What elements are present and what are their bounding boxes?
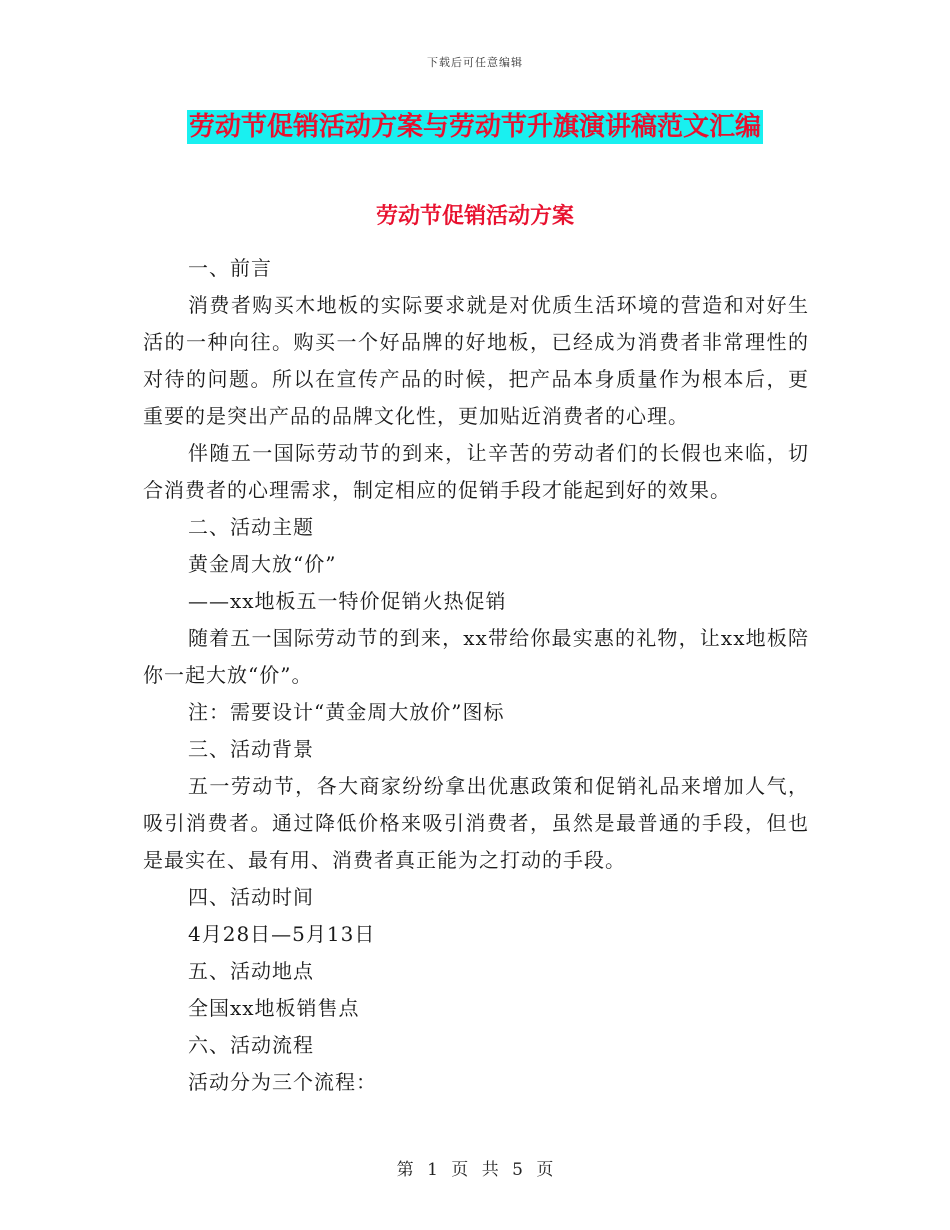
document-body bbox=[143, 250, 809, 1101]
paragraph-heading-location: 五、活动地点 bbox=[188, 959, 314, 983]
header-note: 下载后可任意编辑 bbox=[427, 56, 523, 69]
document-title: 劳动节促销活动方案与劳动节升旗演讲稿范文汇编 bbox=[188, 112, 761, 142]
page-number-footer: 第 1 页 共 5 页 bbox=[396, 1160, 554, 1180]
paragraph: ——xx地板五一特价促销火热促销 bbox=[188, 589, 507, 613]
paragraph-heading-theme: 二、活动主题 bbox=[188, 515, 314, 539]
document-title-wrap bbox=[0, 110, 950, 144]
paragraph-heading-process: 六、活动流程 bbox=[188, 1033, 314, 1057]
paragraph-note: 注：需要设计“黄金周大放价”图标 bbox=[188, 700, 505, 724]
paragraph: 黄金周大放“价” bbox=[188, 552, 337, 576]
paragraph: 消费者购买木地板的实际要求就是对优质生活环境的营造和对好生活的一种向往。购买一个好品牌的好地板，已经成为消费者非常理性的对待的问题。所以在宣传产品的时候，把产品本身质量作为根本后，更重要的是突出产品的品牌文化性，更加贴近消费者的心理。 bbox=[143, 293, 809, 428]
paragraph-heading-preface: 一、前言 bbox=[188, 256, 272, 280]
paragraph-date-range: 4月28日—5月13日 bbox=[188, 922, 376, 946]
section-title: 劳动节促销活动方案 bbox=[375, 203, 574, 229]
paragraph: 五一劳动节，各大商家纷纷拿出优惠政策和促销礼品来增加人气，吸引消费者。通过降低价格来吸引消费者，虽然是最普通的手段，但也是最实在、最有用、消费者真正能为之打动的手段。 bbox=[143, 774, 809, 872]
paragraph-location: 全国xx地板销售点 bbox=[188, 996, 360, 1020]
paragraph-heading-background: 三、活动背景 bbox=[188, 737, 314, 761]
paragraph: 随着五一国际劳动节的到来，xx带给你最实惠的礼物，让xx地板陪你一起大放“价”。 bbox=[143, 626, 809, 687]
paragraph-heading-time: 四、活动时间 bbox=[188, 885, 314, 909]
paragraph: 伴随五一国际劳动节的到来，让辛苦的劳动者们的长假也来临，切合消费者的心理需求，制定相应的促销手段才能起到好的效果。 bbox=[143, 441, 809, 502]
paragraph: 活动分为三个流程： bbox=[188, 1070, 377, 1094]
